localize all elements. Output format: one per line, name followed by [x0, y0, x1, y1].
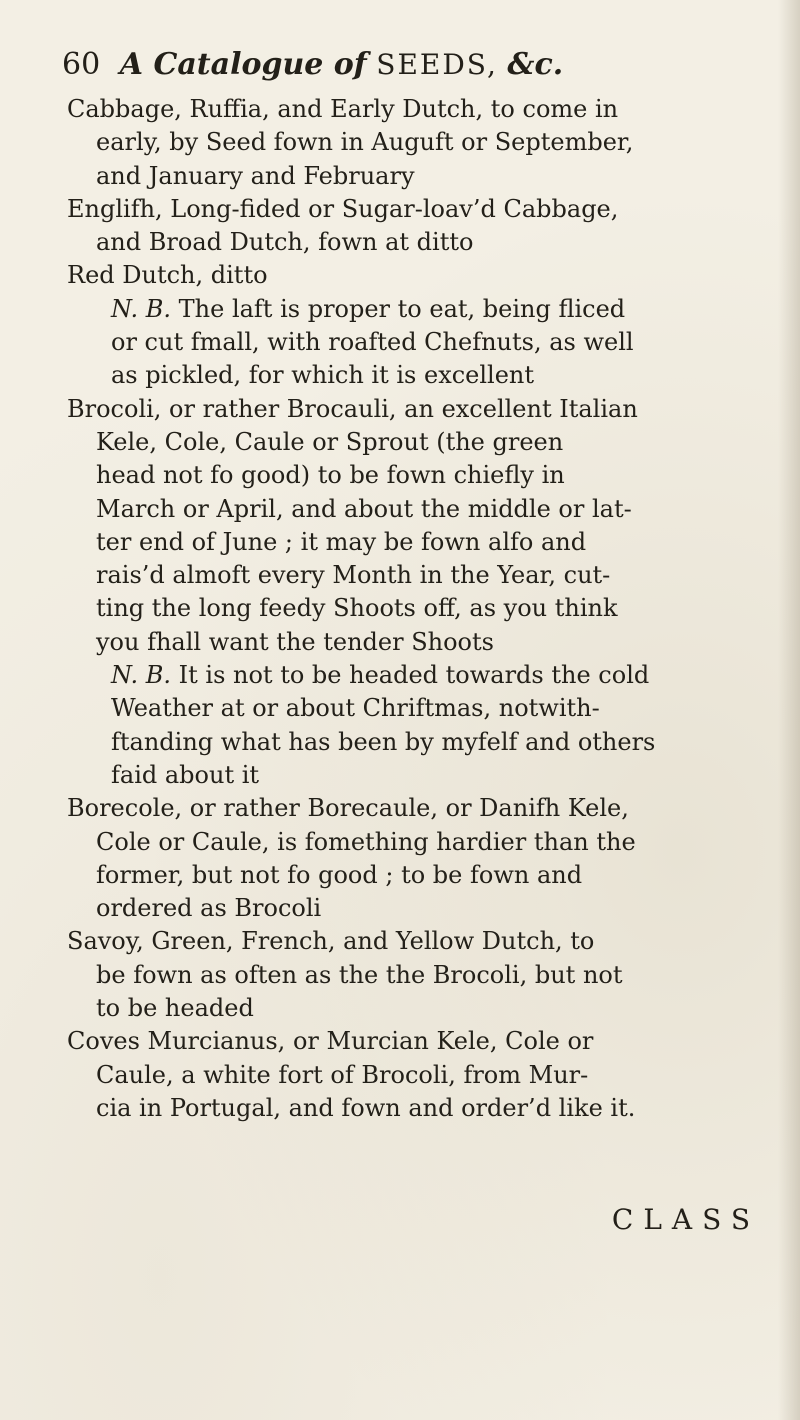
catchword: CLASS — [611, 1203, 760, 1236]
note-line: Weather at or about Chriftmas, notwith- — [111, 694, 600, 723]
entry-line: Kele, Cole, Caule or Sprout (the green — [96, 427, 564, 456]
entry-savoy — [67, 925, 767, 1025]
entry-line: cia in Portugal, and fown and order’d like it. — [96, 1093, 636, 1122]
note-line — [67, 659, 767, 692]
entry-english-cabbage — [67, 193, 767, 260]
note-line: ftanding what has been by myfelf and others — [111, 727, 656, 756]
entry-line: Coves Murcianus, or Murcian Kele, Cole or — [67, 1027, 594, 1056]
entry-line: Cabbage, Ruffia, and Early Dutch, to come in — [67, 95, 619, 123]
note-line: as pickled, for which it is excellent — [111, 361, 535, 390]
entry-line: Red Dutch, ditto — [67, 261, 268, 290]
entry-brocoli — [67, 393, 767, 659]
entry-line: ting the long feedy Shoots off, as you think — [96, 594, 618, 623]
entry-line: early, by Seed fown in Auguft or September, — [96, 128, 634, 157]
header-title-caps: SEEDS, — [376, 48, 498, 81]
entry-line: and Broad Dutch, fown at ditto — [96, 228, 474, 257]
nota-bene-mark: N. B. — [111, 294, 171, 323]
entry-line: Savoy, Green, French, and Yellow Dutch, to — [67, 927, 595, 956]
entry-line: be fown as often as the the Brocoli, but not — [96, 960, 623, 989]
entry-line: head not fo good) to be fown chiefly in — [96, 461, 565, 490]
entry-borecole — [67, 792, 767, 925]
note-text: It is not to be headed towards the cold — [178, 661, 650, 690]
header-title-etc: &c. — [507, 47, 564, 82]
nota-bene-mark: N. B. — [111, 661, 171, 690]
note-text: The laft is proper to eat, being fliced — [178, 294, 626, 323]
note-line — [67, 293, 767, 326]
entry-line: Caule, a white fort of Brocoli, from Mur- — [96, 1060, 589, 1089]
note-brocoli — [67, 659, 767, 792]
note-line: faid about it — [111, 760, 260, 789]
entry-line: Cole or Caule, is fomething hardier than the — [96, 827, 636, 856]
entry-line: former, but not fo good ; to be fown and — [96, 860, 583, 889]
entry-line: to be headed — [96, 994, 254, 1023]
entry-red-dutch — [67, 259, 767, 292]
entry-line: ordered as Brocoli — [96, 894, 322, 923]
note-red-dutch — [67, 293, 767, 393]
page-edge-shadow — [778, 0, 800, 1420]
entry-line: rais’d almoft every Month in the Year, cut- — [96, 561, 611, 590]
page-number: 60 — [62, 47, 101, 82]
catalogue-content — [67, 93, 767, 1125]
page-header — [62, 40, 762, 90]
entry-line: you fhall want the tender Shoots — [96, 627, 494, 656]
entry-line: ter end of June ; it may be fown alfo and — [96, 527, 587, 556]
entry-line: Borecole, or rather Borecaule, or Danifh Kele, — [67, 794, 629, 823]
note-line: or cut fmall, with roafted Chefnuts, as well — [111, 328, 634, 357]
entry-coves-murcianus — [67, 1025, 767, 1125]
entry-line: and January and February — [96, 161, 415, 190]
entry-line: Brocoli, or rather Brocauli, an excellent Italian — [67, 394, 638, 423]
entry-line: March or April, and about the middle or lat- — [96, 494, 632, 523]
entry-line: Englifh, Long-fided or Sugar-loav’d Cabbage, — [67, 194, 619, 223]
entry-cabbage-russia — [67, 93, 767, 193]
header-title-italic: A Catalogue of — [119, 47, 367, 82]
